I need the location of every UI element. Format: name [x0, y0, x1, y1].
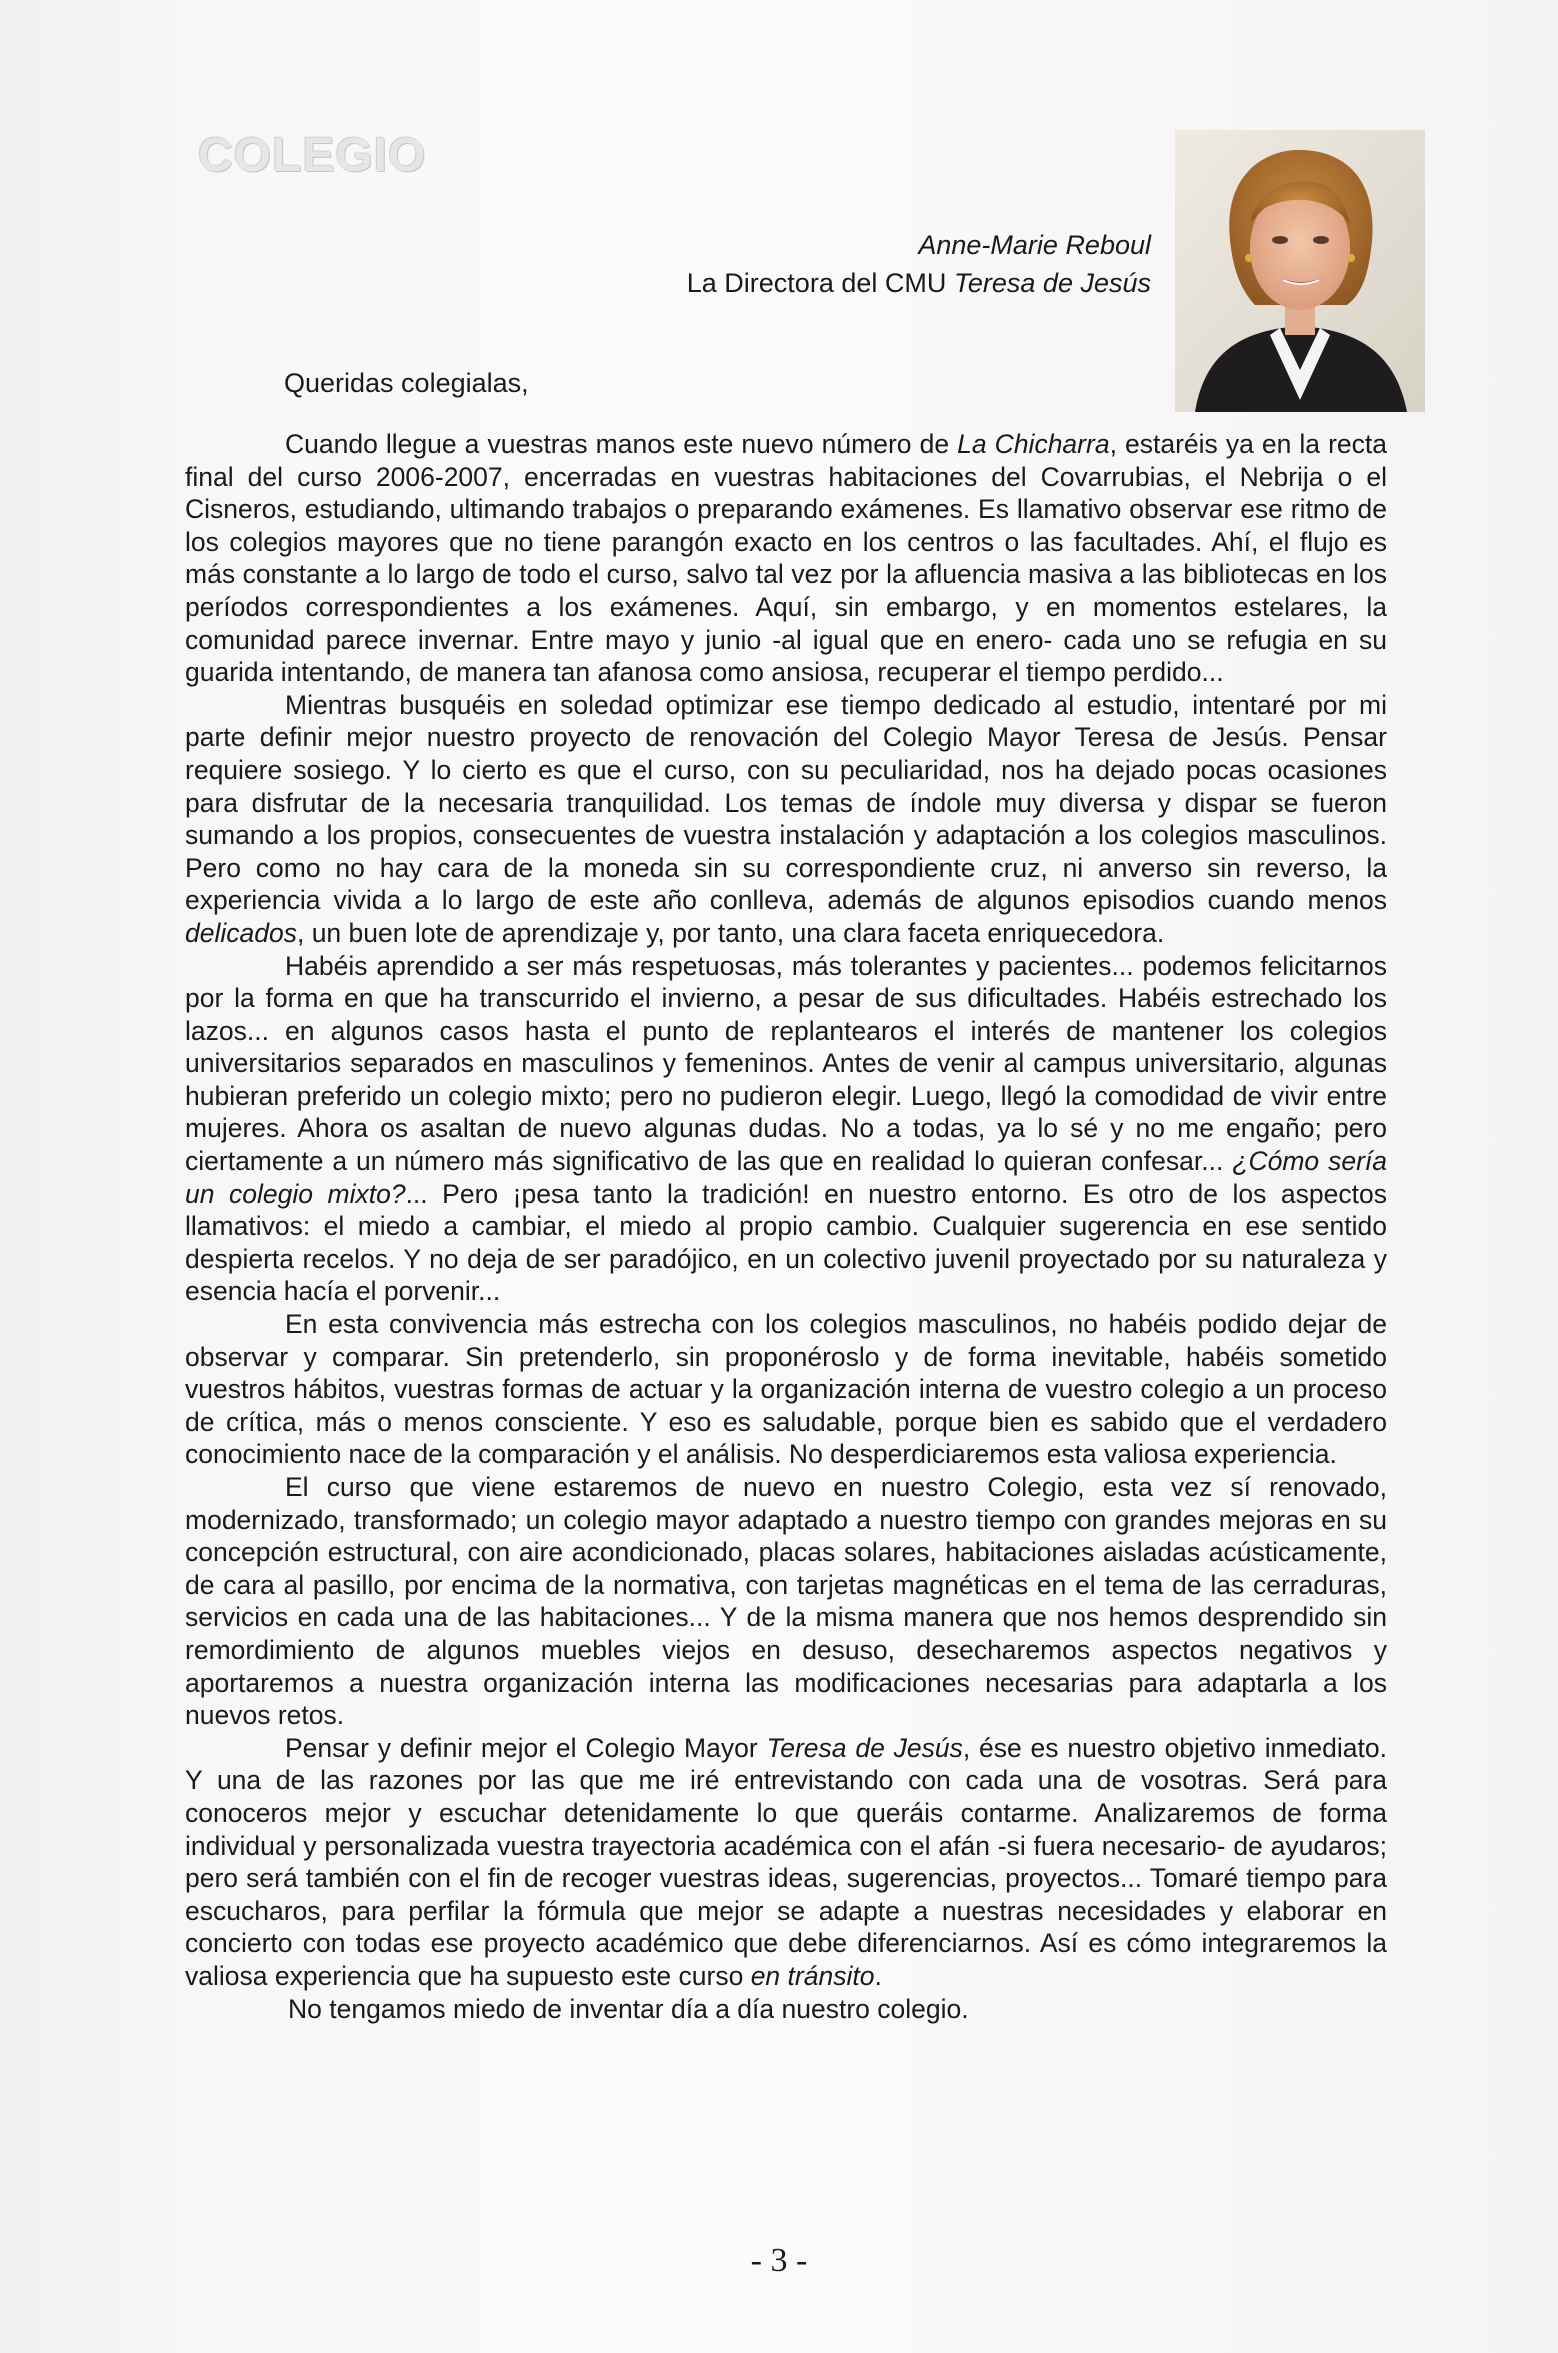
paragraph-text: , estaréis ya en la recta final del curso 2006-2007, encerradas en vuestras habitaciones del Covarrubias, el Nebrija o el Cisneros, estudiando, ultimando trabajos o preparando exámenes. Es llamativo observar ese ritmo de los colegios mayores que no tiene parangón exacto en los centros o las facultades. Ahí, el flujo es más constante a lo largo de todo el curso, salvo tal vez por la afluencia masiva a las bibliotecas en los períodos correspondientes a los exámenes. Aquí, sin embargo, y en momentos estelares, la comunidad parece invernar. Entre mayo y junio -al igual que en enero- cada uno se refugia en su guarida intentando, de manera tan afanosa como ansiosa, recuperar el tiempo perdido... — [185, 429, 1388, 688]
author-name: Anne-Marie Reboul — [918, 230, 1151, 260]
letter-salutation: Queridas colegialas, — [284, 368, 529, 398]
author-role-text: La Directora del CMU — [686, 268, 947, 298]
author-role-college: Teresa de Jesús — [953, 268, 1151, 298]
emphasis-text: en tránsito — [750, 1960, 875, 1991]
paragraph-text: , ése es nuestro objetivo inmediato. Y una de las razones por las que me iré entrevistando con cada una de vosotras. Será para conoceros mejor y escuchar detenidamente lo que queráis contarme. Analizaremos de forma individual y personalizada vuestra trayectoria académica con el afán -si fuera necesario- de ayudaros; pero será también con el fin de recoger vuestras ideas, sugerencias, proyectos... Tomaré tiempo para escucharos, para perfilar la fórmula que mejor se adapte a nuestras necesidades y elaborar en concierto con todas ese proyecto académico que debe diferenciarnos. Así es cómo integraremos la valiosa experiencia que ha supuesto este curso — [185, 1732, 1387, 1991]
paragraph-text: . — [874, 1960, 882, 1991]
author-role — [687, 264, 1151, 302]
paragraph-text: ... Pero ¡pesa tanto la tradición! en nuestro entorno. Es otro de los aspectos llamativos: el miedo a cambiar, el miedo al propio cambio. Cualquier sugerencia en ese sentido despierta recelos. Y no deja de ser paradójico, en un colectivo juvenil proyectado por su naturaleza y esencia hacía el porvenir... — [185, 1178, 1387, 1307]
emphasis-text: delicados — [185, 917, 297, 948]
emphasis-text: ¿Cómo sería un colegio mixto? — [185, 1146, 1387, 1209]
emphasis-text: La Chicharra — [957, 429, 1110, 459]
author-signature-block — [687, 226, 1151, 302]
emphasis-text: Teresa de Jesús — [766, 1732, 963, 1763]
page-number: - 3 - — [750, 2242, 808, 2279]
paragraph-text: En esta convivencia más estrecha con los colegios masculinos, no habéis podido dejar de observar y comparar. Sin pretenderlo, sin proponéroslo y de forma inevitable, habéis sometido vuestros hábitos, vuestras formas de actuar y la organización interna de vuestro colegio a un proceso de crítica, más o menos consciente. Y eso es saludable, porque bien es sabido que el verdadero conocimiento nace de la comparación y el análisis. No desperdiciaremos esta valiosa experiencia. — [185, 1309, 1387, 1470]
letter-body — [185, 428, 1387, 2025]
letter-paragraph — [185, 1732, 1387, 1993]
paragraph-text: No tengamos miedo de inventar día a día nuestro colegio. — [288, 1993, 969, 2024]
author-portrait-photo — [1175, 130, 1425, 412]
letter-paragraph — [185, 689, 1387, 950]
paragraph-text: Habéis aprendido a ser más respetuosas, más tolerantes y pacientes... podemos felicitarnos por la forma en que ha transcurrido el invierno, a pesar de sus dificultades. Habéis estrechado los lazos... en algunos casos hasta el punto de replantearos el interés de mantener los colegios universitarios separados en masculinos y femeninos. Antes de venir al campus universitario, algunas hubieran preferido un colegio mixto; pero no pudieron elegir. Luego, llegó la comodidad de vivir entre mujeres. Ahora os asaltan de nuevo algunas dudas. No a todas, ya lo sé y no me engaño; pero ciertamente a un número más significativo de las que en realidad lo quieran confesar... — [185, 950, 1387, 1177]
paragraph-text: , un buen lote de aprendizaje y, por tanto, una clara faceta enriquecedora. — [296, 917, 1165, 948]
paragraph-text: Pensar y definir mejor el Colegio Mayor — [285, 1732, 767, 1763]
paragraph-text: Cuando llegue a vuestras manos este nuevo número de — [285, 429, 958, 459]
letter-paragraph — [185, 1308, 1387, 1471]
letter-paragraph — [185, 428, 1387, 689]
letter-paragraph — [185, 1471, 1387, 1732]
letter-paragraph — [185, 1993, 1387, 2026]
section-title: COLEGIO — [198, 129, 427, 182]
letter-paragraph — [185, 950, 1387, 1309]
paragraph-text: Mientras busquéis en soledad optimizar ese tiempo dedicado al estudio, intentaré por mi parte definir mejor nuestro proyecto de renovación del Colegio Mayor Teresa de Jesús. Pensar requiere sosiego. Y lo cierto es que el curso, con su peculiaridad, nos ha dejado pocas ocasiones para disfrutar de la necesaria tranquilidad. Los temas de índole muy diversa y dispar se fueron sumando a los propios, consecuentes de vuestra instalación y adaptación a los colegios masculinos. Pero como no hay cara de la moneda sin su correspondiente cruz, ni anverso sin reverso, la experiencia vivida a lo largo de este año conlleva, además de algunos episodios cuando menos — [185, 689, 1387, 916]
paragraph-text: El curso que viene estaremos de nuevo en nuestro Colegio, esta vez sí renovado, modernizado, transformado; un colegio mayor adaptado a nuestro tiempo con grandes mejoras en su concepción estructural, con aire acondicionado, placas solares, habitaciones aisladas acústicamente, de cara al pasillo, por encima de la normativa, con tarjetas magnéticas en el tema de las cerraduras, servicios en cada una de las habitaciones... Y de la misma manera que nos hemos desprendido sin remordimiento de algunos muebles viejos en desuso, desecharemos aspectos negativos y aportaremos a nuestra organización interna las modificaciones necesarias para adaptarla a los nuevos retos. — [185, 1472, 1387, 1731]
